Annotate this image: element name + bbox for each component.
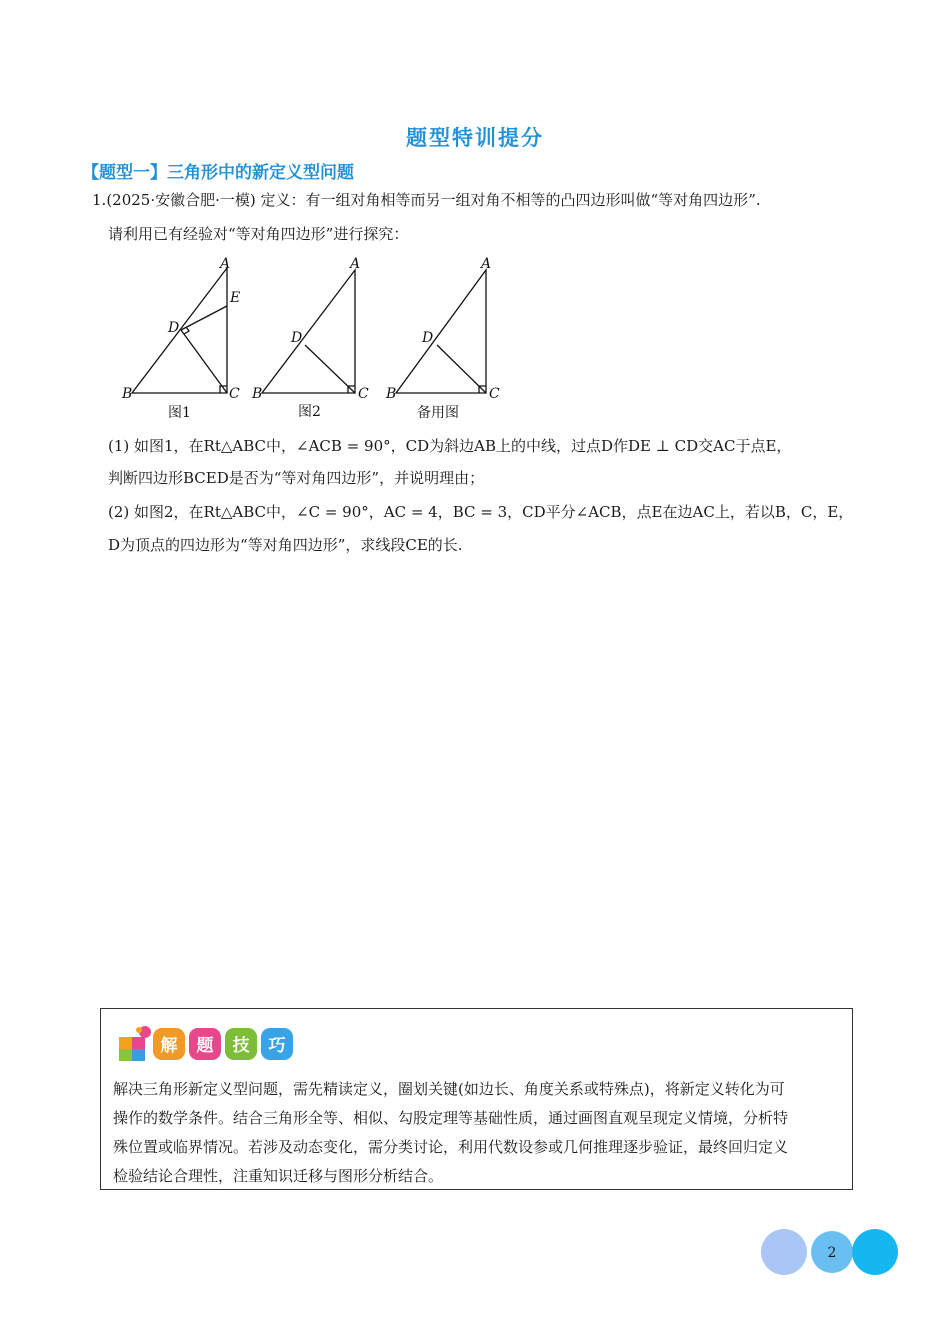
page-number: 2 — [827, 1245, 837, 1261]
fig3-label-a: A — [481, 256, 492, 272]
page-title: 题型特训提分 — [406, 125, 544, 150]
tips-line-4: 检验结论合理性，注重知识迁移与图形分析结合。 — [113, 1167, 444, 1185]
figure-3-caption: 备用图 — [417, 405, 459, 421]
geometry-figures — [110, 250, 530, 430]
page-number-badge — [760, 1228, 905, 1280]
question-number: 1. — [92, 191, 107, 209]
badge-char-4: 巧 — [268, 1036, 286, 1056]
question-source: (2025·安徽合肥·一模) — [106, 191, 256, 209]
fig1-label-a: A — [220, 256, 231, 272]
question-prompt: 请利用已有经验对“等对角四边形”进行探究： — [108, 225, 409, 243]
figure-1-lines — [132, 268, 227, 393]
fig2-label-d: D — [291, 330, 303, 346]
tips-line-3: 殊位置或临界情况。若涉及动态变化，需分类讨论，利用代数设参或几何推理逐步验证，最终回归定义 — [113, 1138, 789, 1156]
fig1-label-e: E — [230, 290, 241, 306]
part2-line2: D为顶点的四边形为“等对角四边形”，求线段CE的长. — [108, 536, 463, 554]
question-definition: 定义：有一组对角相等而另一组对角不相等的凸四边形叫做“等对角四边形”. — [260, 191, 761, 209]
fig1-label-c: C — [229, 386, 240, 402]
badge-char-3: 技 — [232, 1036, 250, 1056]
figure-2-caption: 图2 — [298, 404, 321, 420]
part1-line1: (1) 如图1，在Rt△ABC中，∠ACB = 90°，CD为斜边AB上的中线，过点D作DE ⊥ CD交AC于点E， — [108, 437, 792, 455]
fig3-label-d: D — [422, 330, 434, 346]
fig3-label-c: C — [489, 386, 500, 402]
section-heading: 【题型一】三角形中的新定义型问题 — [82, 163, 354, 183]
part1-line2: 判断四边形BCED是否为“等对角四边形”，并说明理由； — [108, 469, 485, 487]
puzzle-icon — [119, 1026, 151, 1061]
fig3-label-b: B — [386, 386, 397, 402]
tips-badge — [117, 1023, 297, 1063]
fig1-label-d: D — [168, 320, 180, 336]
tips-line-1: 解决三角形新定义型问题，需先精读定义，圈划关键(如边长、角度关系或特殊点)，将新定义转化为可 — [113, 1080, 785, 1098]
fig2-label-b: B — [252, 386, 263, 402]
figure-1-caption: 图1 — [168, 405, 191, 421]
badge-char-1: 解 — [160, 1036, 178, 1056]
tips-line-2: 操作的数学条件。结合三角形全等、相似、勾股定理等基础性质，通过画图直观呈现定义情境，分析特 — [113, 1109, 789, 1127]
badge-char-2: 题 — [196, 1036, 214, 1056]
figure-3-lines — [396, 270, 486, 393]
tips-text — [113, 1075, 843, 1191]
fig2-label-c: C — [358, 386, 369, 402]
fig1-label-b: B — [122, 386, 133, 402]
part2-line1: (2) 如图2，在Rt△ABC中，∠C = 90°，AC = 4，BC = 3，CD平分∠ACB，点E在边AC上，若以B，C，E， — [108, 503, 854, 521]
figure-2-lines — [262, 270, 355, 393]
question-header — [92, 190, 761, 210]
tips-box — [100, 1008, 853, 1190]
fig2-label-a: A — [350, 256, 361, 272]
